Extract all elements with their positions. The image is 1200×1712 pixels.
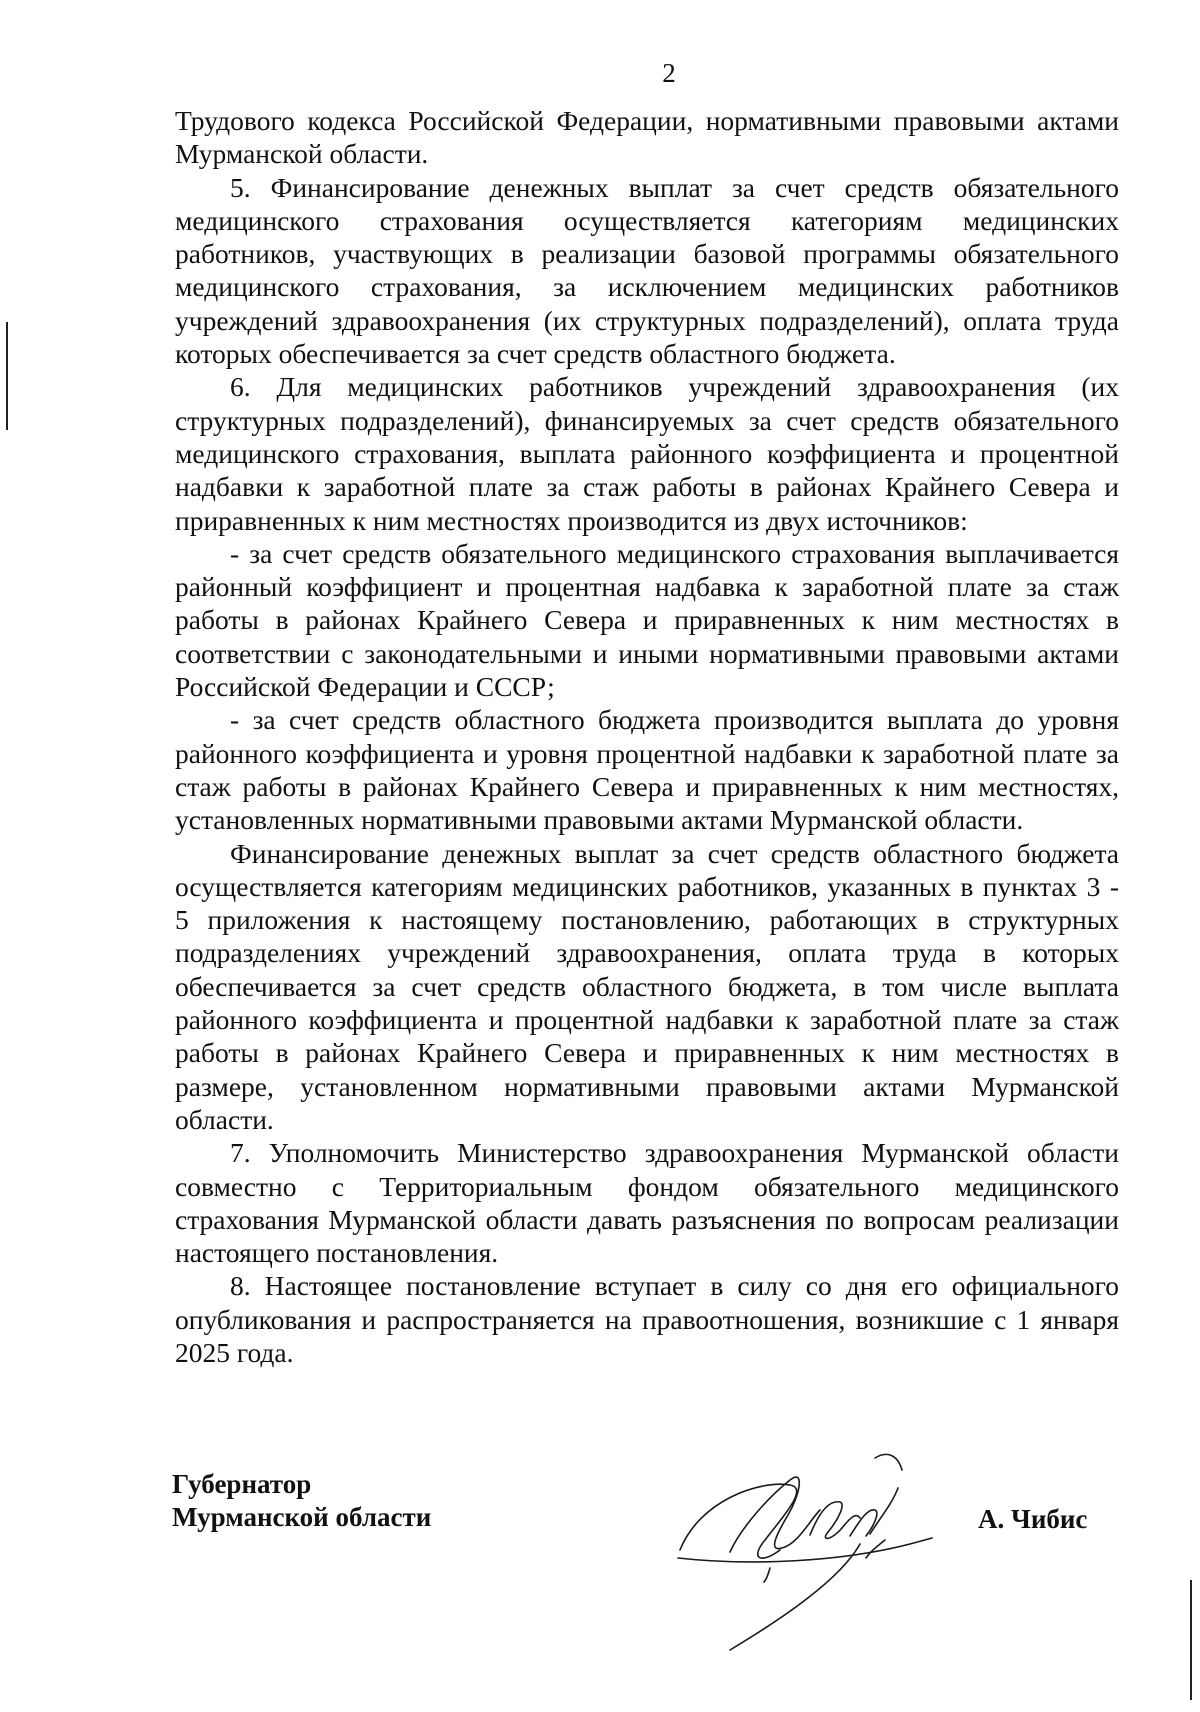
paragraph-regional-funding: Финансирование денежных выплат за счет средств областного бюджета осуществляется категориям медицинских работников, указанных в пунктах 3 - 5 приложения к настоящему постановлению, работающих в структурных подразделениях учреждений здравоохранения, оплата труда в которых обеспечивается за счет средств областного бюджета, в том числе выплата районного коэффициента и процентной надбавки к заработной плате за стаж работы в районах Крайнего Севера и приравненных к ним местностях в размере, установленном нормативными правовыми актами Мурманской области. xyxy=(175,837,1119,1135)
paragraph-item-6: 6. Для медицинских работников учреждений здравоохранения (их структурных подразделений), финансируемых за счет средств обязательного медицинского страхования, выплата районного коэффициента и процентной надбавки к заработной плате за стаж работы в районах Крайнего Севера и приравненных к ним местностях производится из двух источников: xyxy=(175,371,1119,536)
paragraph-item-6-bullet-2: - за счет средств областного бюджета производится выплата до уровня районного коэффициента и уровня процентной надбавки к заработной плате за стаж работы в районах Крайнего Севера и приравненных к ним местностях, установленных нормативными правовыми актами Мурманской области. xyxy=(175,704,1119,836)
paragraph-item-8: 8. Настоящее постановление вступает в силу со дня его официального опубликования и распространяется на правоотношения, возникшие с 1 января 2025 года. xyxy=(175,1270,1119,1368)
scan-edge-mark-right xyxy=(1190,1580,1192,1700)
document-body xyxy=(175,104,1119,1369)
page-number: 2 xyxy=(662,58,676,88)
handwritten-signature xyxy=(670,1440,970,1660)
signatory-title-line-2: Мурманской области xyxy=(172,1502,432,1532)
signatory-title xyxy=(172,1468,431,1534)
paragraph-continuation: Трудового кодекса Российской Федерации, нормативными правовыми актами Мурманской области. xyxy=(175,105,1119,170)
paragraph-item-7: 7. Уполномочить Министерство здравоохранения Мурманской области совместно с Территориальным фондом обязательного медицинского страхования Мурманской области давать разъяснения по вопросам реализации настоящего постановления. xyxy=(175,1137,1119,1269)
scan-edge-mark-left xyxy=(6,322,8,430)
paragraph-item-5: 5. Финансирование денежных выплат за счет средств обязательного медицинского страхования осуществляется категориям медицинских работников, участвующих в реализации базовой программы обязательного медицинского страхования, за исключением медицинских работников учреждений здравоохранения (их структурных подразделений), оплата труда которых обеспечивается за счет средств областного бюджета. xyxy=(175,171,1119,370)
signatory-title-line-1: Губернатор xyxy=(172,1469,312,1499)
paragraph-item-6-bullet-1: - за счет средств обязательного медицинского страхования выплачивается районный коэффициент и процентная надбавка к заработной плате за стаж работы в районах Крайнего Севера и приравненных к ним местностях в соответствии с законодательными и иными нормативными правовыми актами Российской Федерации и СССР; xyxy=(175,537,1119,703)
signatory-name: А. Чибис xyxy=(978,1504,1088,1534)
